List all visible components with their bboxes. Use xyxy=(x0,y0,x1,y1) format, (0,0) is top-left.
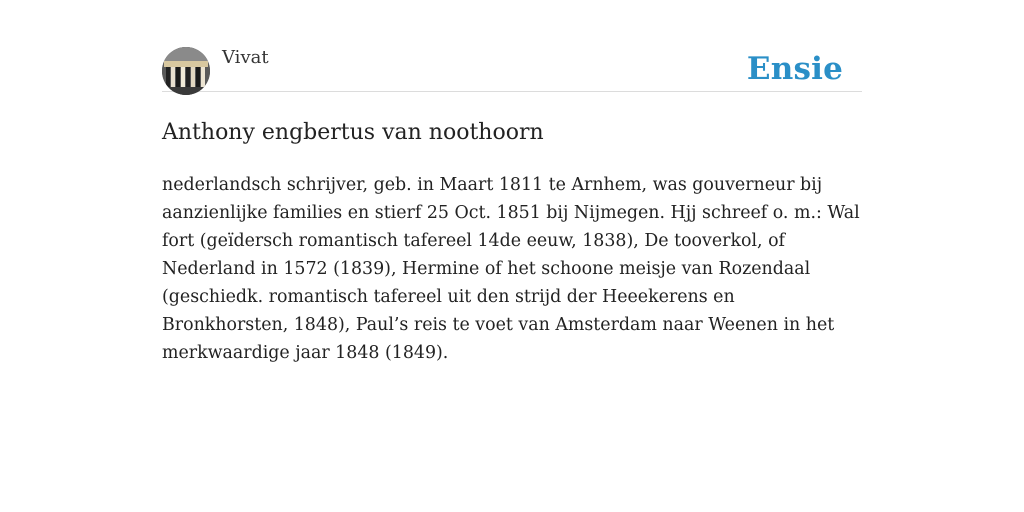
book-spines-icon[interactable] xyxy=(162,47,210,95)
article-card xyxy=(162,40,862,367)
source-name[interactable]: Vivat xyxy=(222,47,269,68)
article-header xyxy=(162,40,862,92)
article-body: nederlandsch schrijver, geb. in Maart 1811 te Arnhem, was gouverneur bij aanzienlijke families en stierf 25 Oct. 1851 bij Nijmegen. Hjj schreef o. m.: Wal fort (geïdersch romantisch tafereel 14de eeuw, 1838), De tooverkol, of Nederland in 1572 (1839), Hermine of het schoone meisje van Rozendaal (geschiedk. romantisch tafereel uit den strijd der Heeekerens en Bronkhorsten, 1848), Paul’s reis te voet van Amsterdam naar Weenen in het merkwaardige jaar 1848 (1849). xyxy=(162,175,860,363)
brand-logo[interactable]: Ensie xyxy=(746,51,843,87)
article-title: Anthony engbertus van noothoorn xyxy=(162,120,544,145)
